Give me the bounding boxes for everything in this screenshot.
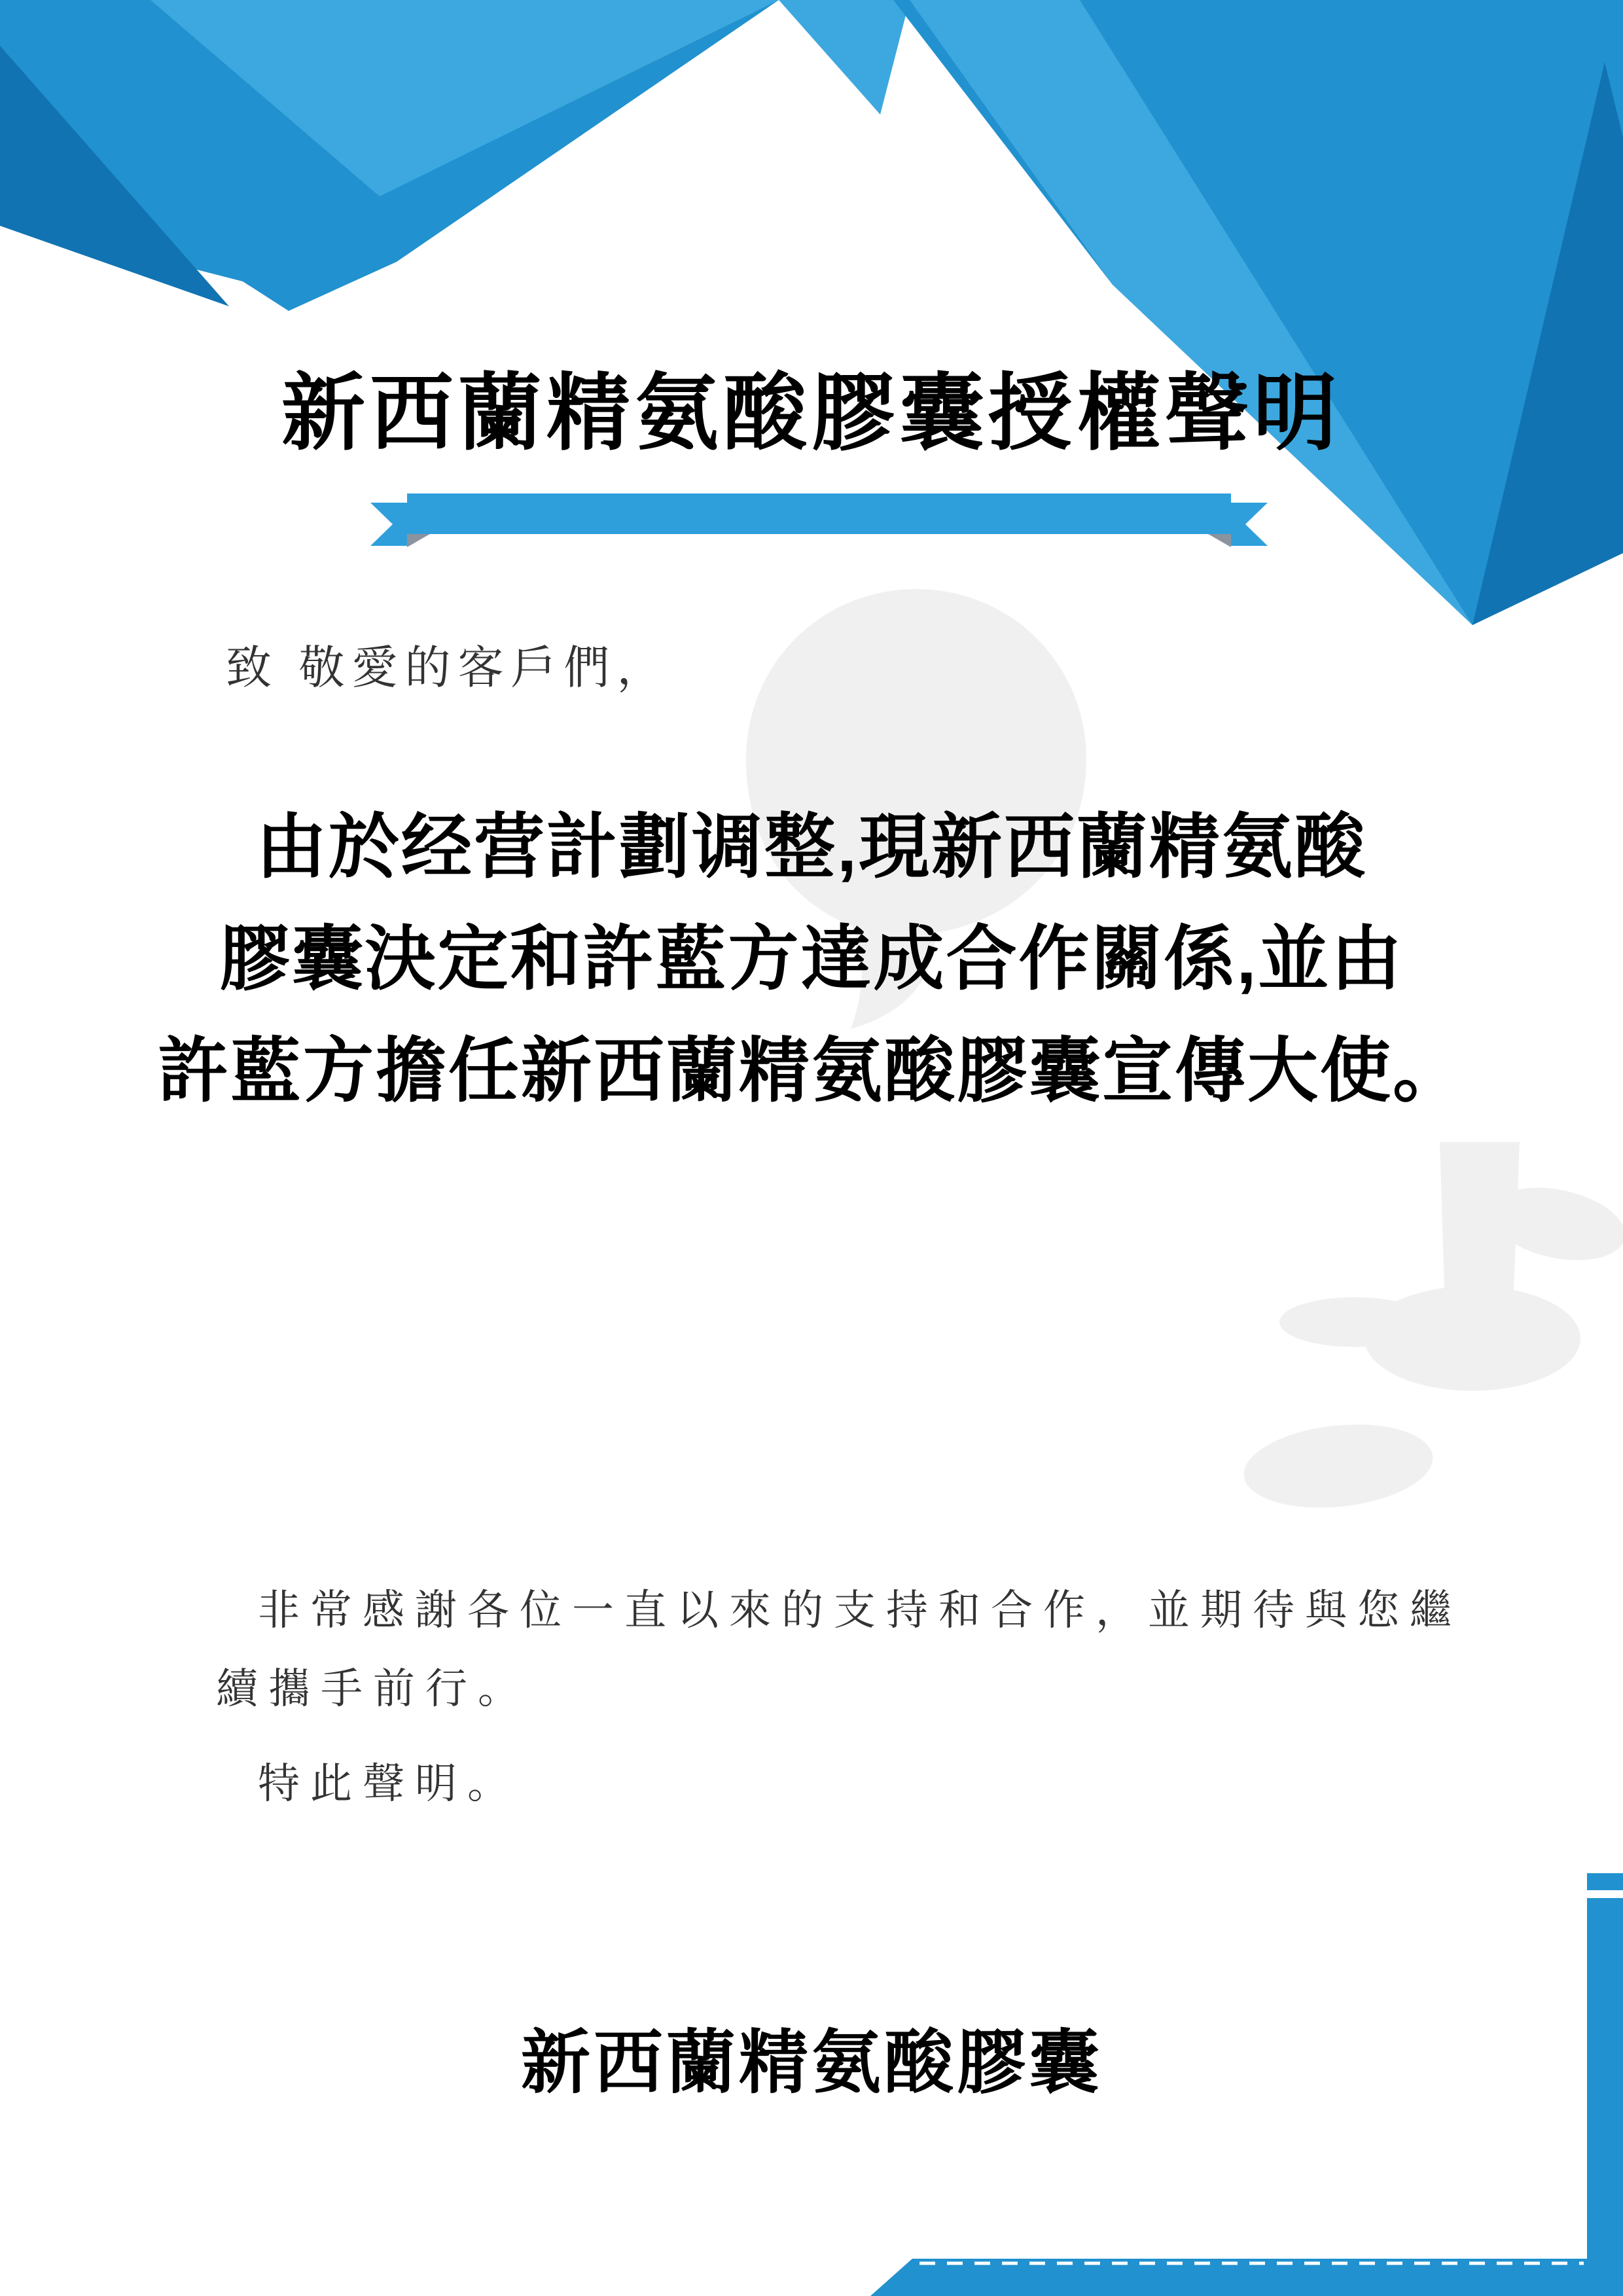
salutation-line: 致 敬愛的客戶們， xyxy=(226,642,670,693)
statement-line-1: 由於经营計劃调整,現新西蘭精氨酸 xyxy=(255,807,1367,886)
page-title: 新西蘭精氨酸膠囊授權聲明 xyxy=(281,367,1342,460)
statement-line-2: 膠囊決定和許藍方達成合作關係,並由 xyxy=(219,919,1404,998)
declaration-line: 特此聲明。 xyxy=(258,1760,520,1807)
signature-line: 新西蘭精氨酸膠囊 xyxy=(521,2024,1102,2102)
thanks-line-1: 非常感謝各位一直以來的支持和合作，並期待與您繼 xyxy=(258,1587,1462,1634)
thanks-line-2: 續攜手前行。 xyxy=(216,1665,530,1712)
statement-line-3: 許藍方擔任新西蘭精氨酸膠囊宣傳大使。 xyxy=(157,1031,1465,1110)
thanks-paragraph xyxy=(216,1571,1462,1728)
main-statement xyxy=(0,791,1623,1126)
